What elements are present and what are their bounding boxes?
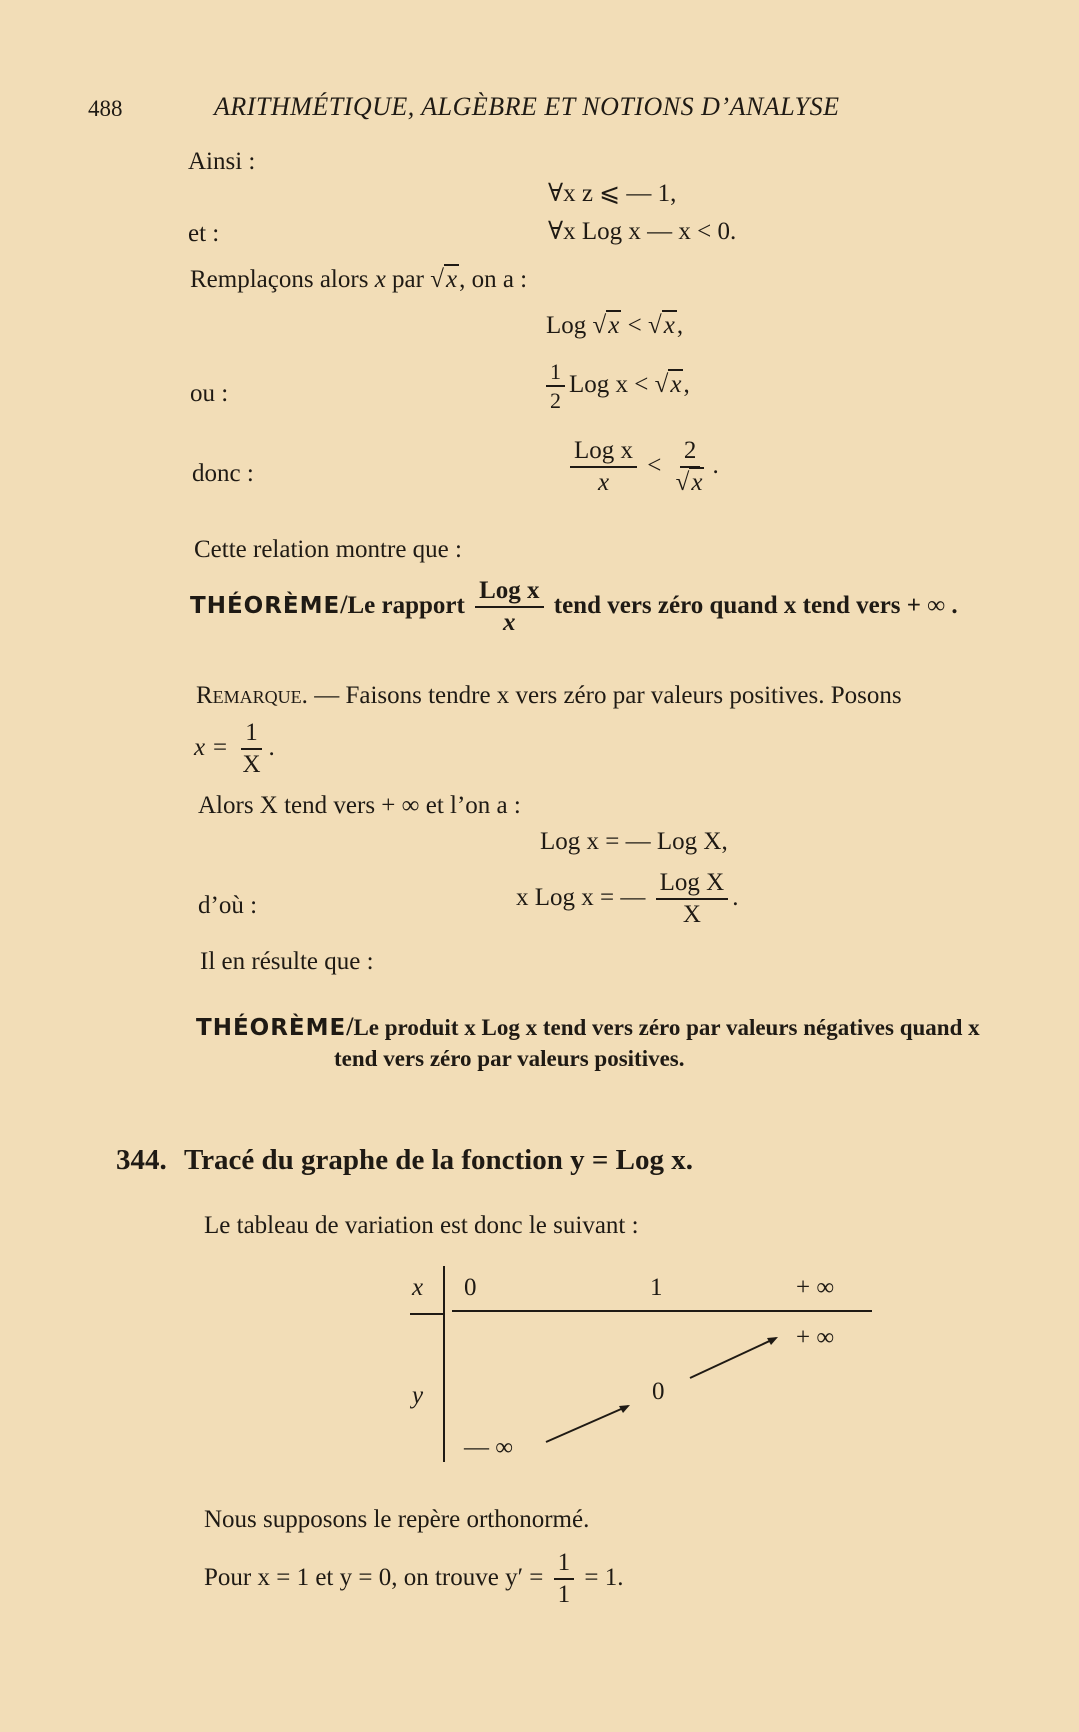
text-cette-relation: Cette relation montre que : — [194, 536, 462, 563]
arrow-up-2 — [690, 1338, 776, 1378]
text-remplacons: Remplaçons alors x par √x, on a : — [190, 266, 528, 293]
text-ainsi: Ainsi : — [188, 148, 256, 175]
table-y-plus-inf: + ∞ — [796, 1324, 835, 1351]
formula-logx: Log x = — Log X, — [540, 828, 728, 855]
table-y-minus-inf: — ∞ — [464, 1434, 514, 1461]
table-x-0: 0 — [464, 1274, 477, 1301]
section-number: 344. — [116, 1144, 167, 1176]
text-donc: donc : — [192, 460, 254, 487]
text-nous-supposons: Nous supposons le repère orthonormé. — [204, 1506, 590, 1533]
theorem-label: THÉORÈME — [190, 592, 341, 619]
formula-ineq-1: Log √x < √x, — [546, 312, 684, 339]
table-y-label: y — [412, 1382, 424, 1409]
arrow-up-1 — [546, 1406, 628, 1442]
table-x-inf: + ∞ — [796, 1274, 835, 1301]
section-title: Tracé du graphe de la fonction y = Log x. — [184, 1144, 693, 1176]
formula-ineq-3: $\frac{\text{Log x}}{x}$ < $\frac{2}{√x}$ . — [566, 438, 719, 497]
theorem-1: THÉORÈME/Le rapport $\frac{\text{Log x}}{x}$ tend vers zéro quand x tend vers + ∞ . — [190, 577, 958, 637]
remarque-label: Remarque. — [196, 682, 308, 709]
running-title: ARITHMÉTIQUE, ALGÈBRE ET NOTIONS D’ANALYSE — [214, 92, 840, 121]
theorem-2-line-2: tend vers zéro par valeurs positives. — [334, 1046, 685, 1071]
theorem-2-line-1: THÉORÈME/Le produit x Log x tend vers zéro par valeurs négatives quand x — [196, 1012, 980, 1041]
table-x-label: x — [412, 1274, 424, 1301]
text-alors: Alors X tend vers + ∞ et l’on a : — [198, 792, 521, 819]
text-pour: Pour x = 1 et y = 0, on trouve y′ = $\frac{1}{1}$ = 1. — [204, 1549, 624, 1609]
formula-xlogx: x Log x = — $\frac{\text{Log X}}{X}$ . — [516, 869, 739, 929]
sqrt-symbol: √x — [430, 266, 458, 293]
section-heading — [116, 1144, 693, 1177]
text-ou: ou : — [190, 380, 229, 407]
text-et: et : — [188, 220, 220, 247]
formula-forall-1: ∀x z ⩽ — 1, — [548, 180, 677, 207]
formula-ineq-2: $\frac{1}{2}$ Log x < √x, — [542, 360, 690, 412]
text-tableau: Le tableau de variation est donc le suivant : — [204, 1212, 639, 1239]
text-dou: d’où : — [198, 892, 258, 919]
table-x-1: 1 — [650, 1274, 663, 1301]
remarque: Remarque. — Faisons tendre x vers zéro par valeurs positives. Posons — [196, 682, 902, 709]
formula-x-eq: x = $\frac{1}{X}$ . — [194, 719, 275, 779]
formula-forall-2: ∀x Log x — x < 0. — [548, 218, 737, 245]
table-y-0: 0 — [652, 1378, 665, 1405]
text-il-en-resulte: Il en résulte que : — [200, 948, 374, 975]
page-number: 488 — [88, 96, 123, 121]
